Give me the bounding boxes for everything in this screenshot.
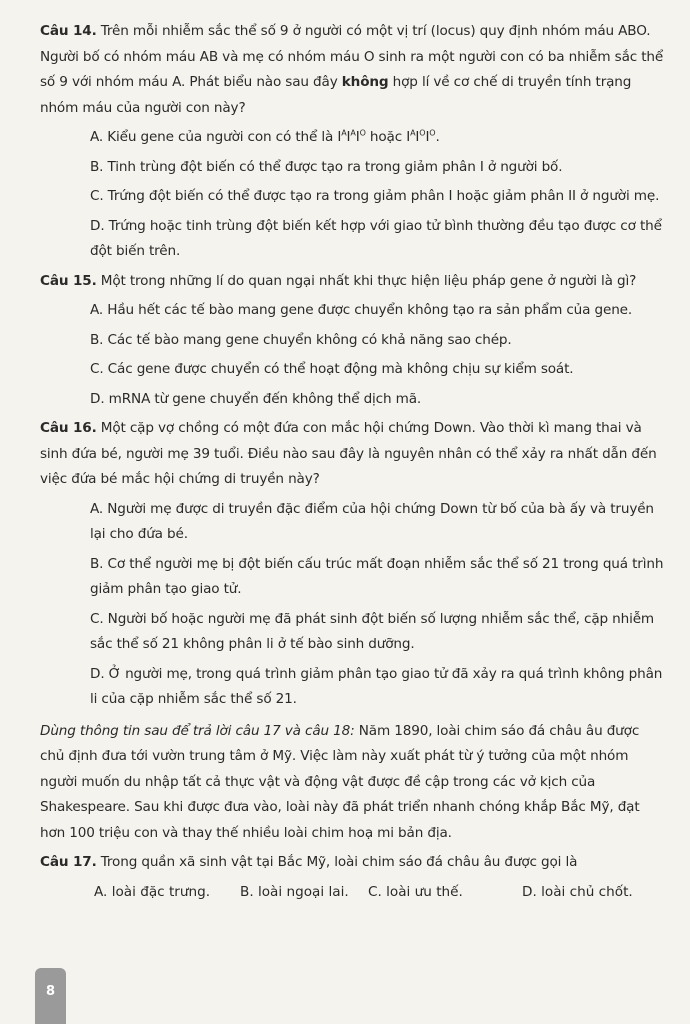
question-14-bold-word: không: [341, 74, 389, 90]
question-14-option-c: C. Trứng đột biến có thể được tạo ra trong giảm phân I hoặc giảm phân II ở người mẹ.: [90, 188, 660, 204]
question-17-options: [94, 880, 665, 906]
question-17-option-b: B. loài ngoại lai.: [240, 883, 349, 900]
question-17: [40, 850, 665, 876]
shared-passage: [40, 719, 665, 847]
shared-passage-lead: Dùng thông tin sau để trả lời câu 17 và câu 18:: [40, 722, 355, 739]
question-15-text: Một trong những lí do quan ngại nhất khi thực hiện liệu pháp gene ở người là gì?: [96, 272, 637, 289]
question-17-option-c: C. loài ưu thế.: [368, 883, 463, 900]
question-15-option-b: B. Các tế bào mang gene chuyển không có khả năng sao chép.: [90, 331, 512, 348]
question-15-option-c: C. Các gene được chuyển có thể hoạt động mà không chịu sự kiểm soát.: [90, 361, 574, 377]
shared-passage-text: Năm 1890, loài chim sáo đá châu âu được chủ định đưa tới vườn trung tâm ở Mỹ. Việc làm này xuất phát từ ý tưởng của một nhóm người muốn du nhập tất cả thực vật và động vật được đề cập trong các vở kịch của Shakespeare. Sau khi được đưa vào, loài này đã phát triển nhanh chóng khắp Bắc Mỹ, đạt hơn 100 triệu con và thay thế nhiều loài chim hoạ mi bản địa.: [40, 722, 640, 841]
question-14-option-b: B. Tinh trùng đột biến có thể được tạo ra trong giảm phân I ở người bố.: [90, 158, 563, 175]
question-16-text: Một cặp vợ chồng có một đứa con mắc hội chứng Down. Vào thời kì mang thai và sinh đứa bé, người mẹ 39 tuổi. Điều nào sau đây là nguyên nhân có thể xảy ra nhất dẫn đến việc đứa bé mắc hội chứng di truyền này?: [40, 420, 657, 487]
question-16-label: Câu 16.: [40, 420, 97, 436]
question-15-option-d: D. mRNA từ gene chuyển đến không thể dịch mã.: [90, 390, 422, 407]
question-17-label: Câu 17.: [40, 854, 97, 870]
question-16: [40, 416, 665, 493]
question-16-option-b: B. Cơ thể người mẹ bị đột biến cấu trúc mất đoạn nhiễm sắc thể số 21 trong quá trình giảm phân tạo giao tử.: [90, 555, 664, 597]
question-14: [40, 19, 665, 121]
question-16-option-d: D. Ở người mẹ, trong quá trình giảm phân tạo giao tử đã xảy ra quá trình không phân li của cặp nhiễm sắc thể số 21.: [90, 665, 663, 707]
question-14-text-end: hợp lí về cơ chế di truyền tính trạng nhóm máu của người con này?: [40, 74, 632, 116]
question-15-option-a: A. Hầu hết các tế bào mang gene được chuyển không tạo ra sản phẩm của gene.: [90, 302, 633, 318]
question-16-option-c: C. Người bố hoặc người mẹ đã phát sinh đột biến số lượng nhiễm sắc thể, cặp nhiễm sắc thể số 21 không phân li ở tế bào sinh dưỡng.: [90, 610, 655, 652]
question-17-option-d: D. loài chủ chốt.: [522, 883, 633, 900]
question-14-text: Trên mỗi nhiễm sắc thể số 9 ở người có một vị trí (locus) quy định nhóm máu ABO. Người bố có nhóm máu AB và mẹ có nhóm máu O sinh ra một người con có ba nhiễm sắc thể số 9 với nhóm máu A. Phát biểu nào sau đây: [40, 23, 664, 90]
question-14-option-d: D. Trứng hoặc tinh trùng đột biến kết hợp với giao tử bình thường đều tạo được cơ thể đột biến trên.: [90, 217, 662, 259]
question-16-option-a: A. Người mẹ được di truyền đặc điểm của hội chứng Down từ bố của bà ấy và truyền lại cho đứa bé.: [90, 500, 654, 542]
question-17-option-a: A. loài đặc trưng.: [94, 883, 211, 900]
question-17-text: Trong quần xã sinh vật tại Bắc Mỹ, loài chim sáo đá châu âu được gọi là: [96, 854, 578, 870]
page-number: 8: [45, 984, 56, 999]
question-15-label: Câu 15.: [40, 272, 97, 289]
page-content: [40, 19, 665, 905]
question-14-option-a: A. Kiểu gene của người con có thể là $I^AI^AI^O$ hoặc $I^AI^OI^O$.: [90, 128, 440, 145]
question-15: [40, 269, 665, 295]
question-14-label: Câu 14.: [40, 23, 97, 39]
page-number-tab: [35, 968, 66, 1024]
